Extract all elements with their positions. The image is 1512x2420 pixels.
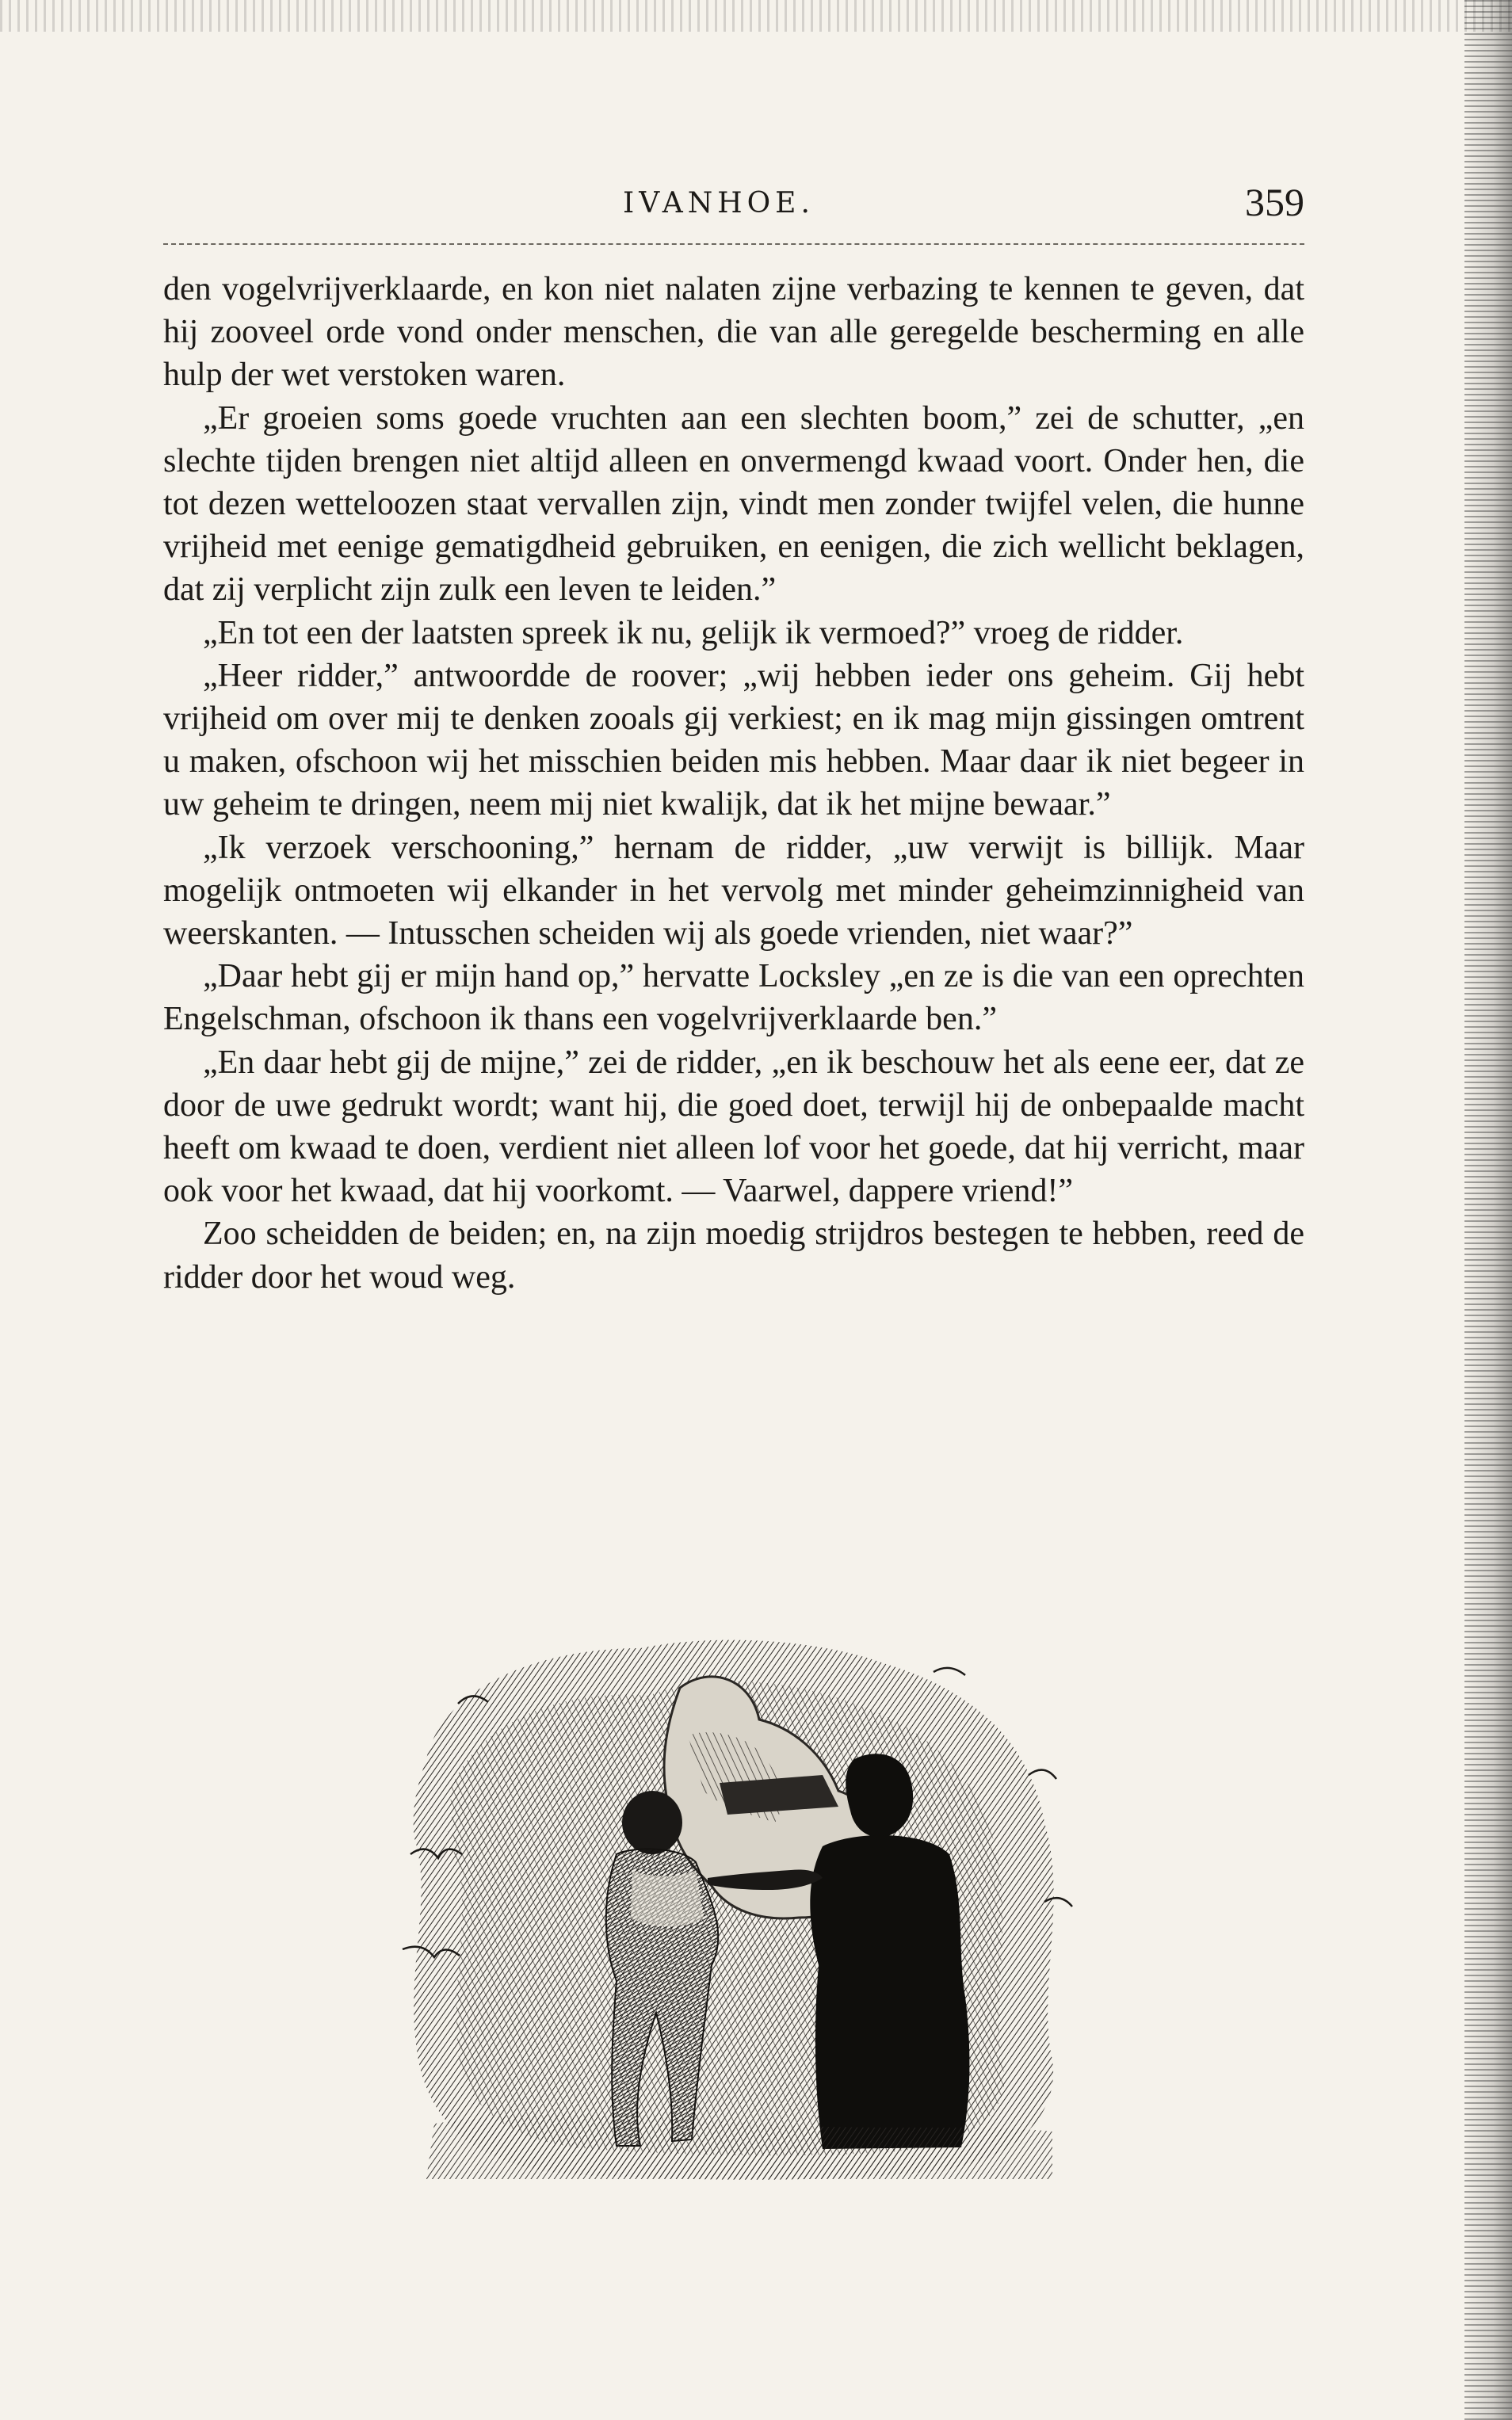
paragraph: „En tot een der laatsten spreek ik nu, gelijk ik vermoed?” vroeg de ridder. bbox=[203, 614, 1184, 651]
page-number: 359 bbox=[1245, 180, 1304, 224]
page-header bbox=[163, 179, 1304, 235]
paragraph: Zoo scheidden de beiden; en, na zijn moedig strijdros bestegen te hebben, reed de ridder door het woud weg. bbox=[163, 1216, 1304, 1296]
paragraph: „En daar hebt gij de mijne,” zei de ridder, „en ik beschouw het als eene eer, dat ze door de uwe gedrukt wordt; want hij, die goed doet, terwijl hij de onbepaalde macht heeft om kwaad te doen, verdient niet alleen lof voor het goede, dat hij verricht, maar ook voor het kwaad, dat hij voorkomt. — Vaarwel, dappere vriend!” bbox=[163, 1044, 1304, 1210]
outlaw-head bbox=[622, 1791, 682, 1854]
running-title: IVANHOE. bbox=[623, 187, 815, 219]
knight-body bbox=[810, 1835, 969, 2149]
paragraph: „Daar hebt gij er mijn hand op,” hervatte Locksley „en ze is die van een oprechten Engelschman, ofschoon ik thans een vogelvrijverklaarde ben.” bbox=[163, 958, 1304, 1038]
paragraph: „Heer ridder,” antwoordde de roover; „wij hebben ieder ons geheim. Gij hebt vrijheid om over mij te denken zooals gij verkiest; en ik mag mijn gissingen omtrent u maken, ofschoon wij het misschien beiden mis hebben. Maar daar ik niet begeer in uw geheim te dringen, neem mij niet kwalijk, dat ik het mijne bewaar.” bbox=[163, 657, 1304, 823]
engraving-illustration bbox=[379, 1617, 1092, 2187]
scan-edge-top bbox=[0, 0, 1512, 32]
engraving-svg bbox=[379, 1617, 1092, 2187]
header-rule bbox=[163, 243, 1304, 245]
scan-edge-right bbox=[1464, 0, 1512, 2420]
body-text bbox=[163, 268, 1304, 1299]
outlaw-tunic-highlight bbox=[631, 1870, 704, 1926]
paragraph: den vogelvrijverklaarde, en kon niet nalaten zijne verbazing te kennen te geven, dat hij zooveel orde vond onder menschen, die van alle geregelde bescherming en alle hulp der wet verstoken waren. bbox=[163, 271, 1304, 394]
paragraph: „Er groeien soms goede vruchten aan een slechten boom,” zei de schutter, „en slechte tijden brengen niet altijd alleen en onvermengd kwaad voort. Onder hen, die tot dezen wetteloozen staat vervallen zijn, vindt men zonder twijfel velen, die hunne vrijheid met eenige gematigdheid gebruiken, en eenigen, die zich wellicht beklagen, dat zij verplicht zijn zulk een leven te leiden.” bbox=[163, 399, 1304, 609]
paragraph: „Ik verzoek verschooning,” hernam de ridder, „uw verwijt is billijk. Maar mogelijk ontmoeten wij elkander in het vervolg met minder geheimzinnigheid van weerskanten. — Intusschen scheiden wij als goede vrienden, niet waar?” bbox=[163, 829, 1304, 952]
